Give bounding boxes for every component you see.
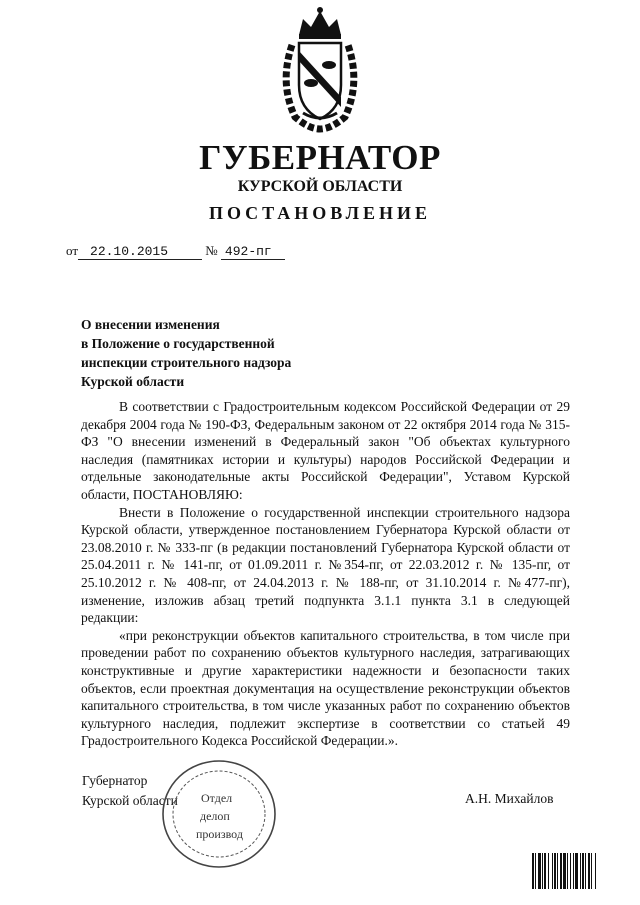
barcode-bar	[557, 853, 558, 889]
barcode-icon	[532, 853, 624, 889]
document-type: ПОСТАНОВЛЕНИЕ	[208, 203, 432, 223]
coat-of-arms-icon	[275, 5, 365, 133]
barcode-bar	[538, 853, 541, 889]
barcode-bar	[544, 853, 546, 889]
signatory-name: А.Н. Михайлов	[465, 791, 554, 806]
stamp-text: делоп	[200, 809, 230, 823]
barcode-bar	[580, 853, 581, 889]
barcode-bar	[542, 853, 543, 889]
barcode-bar	[554, 853, 556, 889]
document-subject	[81, 315, 291, 391]
barcode-bar	[575, 853, 578, 889]
barcode-bar	[585, 853, 586, 889]
barcode-bar	[548, 853, 549, 889]
barcode-bar	[570, 853, 571, 889]
date-prefix: от	[66, 243, 79, 258]
body-paragraph: «при реконструкции объектов капитального строительства, в том числе при проведении работ по сохранению объектов культурного наследия, затрагивающих конструктивные и другие характеристики надежности и безопасности таких объектов, если проектная документация на осуществление реконструкции объектов капитального строительства, в том числе указанных работ по сохранению объектов культурного наследия, подлежит экспертизе в соответствии со статьей 49 Градостроительного Кодекса Российской Федерации.».	[81, 627, 570, 749]
barcode-bar	[560, 853, 562, 889]
barcode-bar	[535, 853, 536, 889]
number-sign: №	[205, 243, 218, 258]
barcode-bar	[588, 853, 590, 889]
position-line: Курской области	[82, 793, 178, 808]
body-paragraph: Внести в Положение о государственной инспекции строительного надзора Курской области, утвержденное постановлением Губернатора Курской области от 23.08.2010 г. № 333-пг (в редакции постановлений Губернатора Курской области от 25.04.2011 г. № 141-пг, от 01.09.2011 г. №354-пг, от 22.03.2012 г. № 135-пг, от 25.10.2012 г. № 408-пг, от 24.04.2013 г. № 188-пг, от 31.10.2014 г. №477-пг), изменение, изложив абзац третий подпункта 3.1.1 пункта 3.1 в следующей редакции:	[81, 504, 570, 626]
barcode-bar	[595, 853, 596, 889]
body-paragraph: В соответствии с Градостроительным кодексом Российской Федерации от 29 декабря 2004 года № 190-ФЗ, Федеральным законом от 22 октября 2014 года № 315-ФЗ "О внесении изменений в Федеральный закон "Об объектах культурного наследия (памятниках истории и культуры) народов Российской Федерации и отдельные законодательные акты Российской Федерации", Уставом Курской области, ПОСТАНОВЛЯЮ:	[81, 399, 570, 502]
region-name: КУРСКОЙ ОБЛАСТИ	[237, 178, 403, 195]
barcode-bar	[573, 853, 574, 889]
barcode-bar	[591, 853, 592, 889]
barcode-bar	[532, 853, 534, 889]
stamp-text: производ	[196, 827, 243, 841]
official-stamp-icon	[160, 758, 278, 870]
barcode-bar	[563, 853, 566, 889]
document-date: 22.10.2015	[78, 244, 202, 260]
document-body	[81, 398, 570, 750]
document-date-number	[66, 243, 285, 260]
barcode-bar	[582, 853, 584, 889]
stamp-text: Отдел	[201, 791, 233, 805]
subject-line: О внесении изменения	[81, 317, 220, 332]
document-title: ГУБЕРНАТОР	[199, 138, 441, 177]
subject-line: инспекции строительного надзора	[81, 355, 292, 370]
position-line: Губернатор	[82, 773, 148, 788]
barcode-bar	[552, 853, 553, 889]
subject-line: в Положение о государственной	[81, 336, 275, 351]
subject-line: Курской области	[81, 374, 185, 389]
document-number: 492-пг	[221, 244, 285, 260]
barcode-bar	[567, 853, 568, 889]
